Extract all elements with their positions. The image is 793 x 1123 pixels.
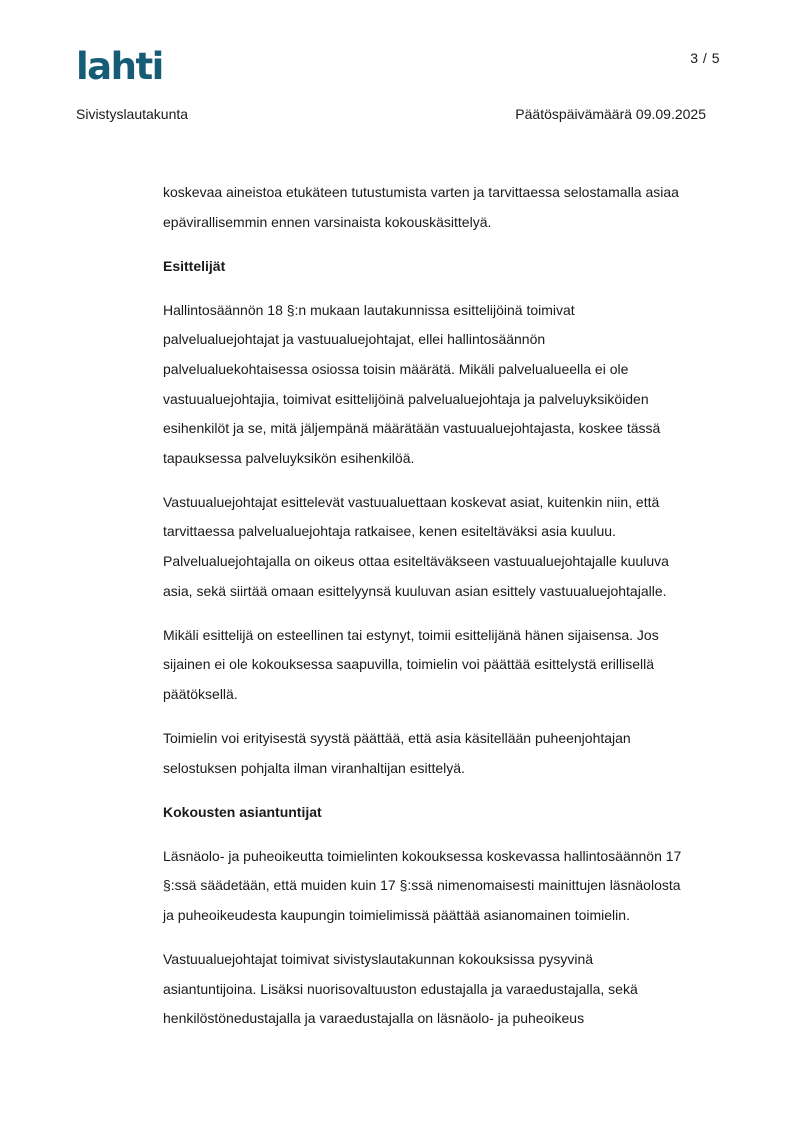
text-line: §:ssä säädetään, että muiden kuin 17 §:ssä nimenomaisesti mainittujen läsnäolosta: [163, 877, 681, 894]
text-line: vastuualuejohtajia, toimivat esittelijöinä palvelualuejohtaja ja palveluyksiköiden: [163, 390, 649, 407]
text-line: henkilöstönedustajalla ja varaedustajalla on läsnäolo- ja puheoikeus: [163, 1010, 585, 1027]
section-heading-kokousten-asiantuntijat: Kokousten asiantuntijat: [163, 803, 322, 820]
paragraph: [163, 724, 723, 783]
document-body: [163, 178, 723, 1034]
paragraph: [163, 488, 723, 606]
svg-text:lahti: lahti: [76, 45, 163, 84]
text-line: asia, sekä siirtää omaan esittelyynsä kuuluvan asian esittely vastuualuejohtajalle.: [163, 582, 667, 599]
text-line: Läsnäolo- ja puheoikeutta toimielinten kokouksessa koskevassa hallintosäännön 17: [163, 847, 682, 864]
paragraph: [163, 842, 723, 931]
text-line: asiantuntijoina. Lisäksi nuorisovaltuuston edustajalla ja varaedustajalla, sekä: [163, 980, 638, 997]
text-line: ja puheoikeudesta kaupungin toimielimissä päättää asianomainen toimielin.: [163, 906, 630, 923]
text-line: tarvittaessa palvelualuejohtaja ratkaisee, kenen esiteltäväksi asia kuuluu.: [163, 523, 616, 540]
text-line: Palvelualuejohtajalla on oikeus ottaa esiteltäväkseen vastuualuejohtajalle kuuluva: [163, 553, 669, 570]
text-line: epävirallisemmin ennen varsinaista kokouskäsittelyä.: [163, 213, 492, 230]
text-line: selostuksen pohjalta ilman viranhaltijan esittelyä.: [163, 759, 465, 776]
text-line: Toimielin voi erityisestä syystä päättää, että asia käsitellään puheenjohtajan: [163, 730, 631, 746]
decision-date: Päätöspäivämäärä 09.09.2025: [515, 106, 706, 122]
lahti-logo: [76, 44, 168, 84]
page-number: 3 / 5: [690, 50, 720, 66]
paragraph: [163, 621, 723, 710]
text-line: palvelualuejohtajat ja vastuualuejohtajat, ellei hallintosäännön: [163, 331, 546, 348]
text-line: koskevaa aineistoa etukäteen tutustumista varten ja tarvittaessa selostamalla asiaa: [163, 184, 679, 200]
lahti-logo-icon: [76, 44, 168, 84]
paragraph: [163, 296, 723, 474]
paragraph: [163, 945, 723, 1034]
text-line: Hallintosäännön 18 §:n mukaan lautakunnissa esittelijöinä toimivat: [163, 301, 575, 318]
text-line: Vastuualuejohtajat esittelevät vastuualuettaan koskevat asiat, kuitenkin niin, että: [163, 493, 660, 510]
text-line: sijainen ei ole kokouksessa saapuvilla, toimielin voi päättää esittelystä erillisellä: [163, 656, 655, 673]
section-heading-esittelijat: Esittelijät: [163, 257, 226, 274]
text-line: esihenkilöt ja se, mitä jäljempänä määrätään vastuualuejohtajasta, koskee tässä: [163, 420, 661, 437]
text-line: päätöksellä.: [163, 685, 238, 702]
paragraph: [163, 178, 723, 237]
organization-name: Sivistyslautakunta: [76, 106, 189, 122]
text-line: palvelualuekohtaisessa osiossa toisin määrätä. Mikäli palvelualueella ei ole: [163, 360, 629, 377]
text-line: Vastuualuejohtajat toimivat sivistyslautakunnan kokouksissa pysyvinä: [163, 951, 594, 968]
text-line: tapauksessa palveluyksikön esihenkilöä.: [163, 449, 415, 466]
text-line: Mikäli esittelijä on esteellinen tai estynyt, toimii esittelijänä hänen sijaisensa. Jos: [163, 626, 659, 643]
